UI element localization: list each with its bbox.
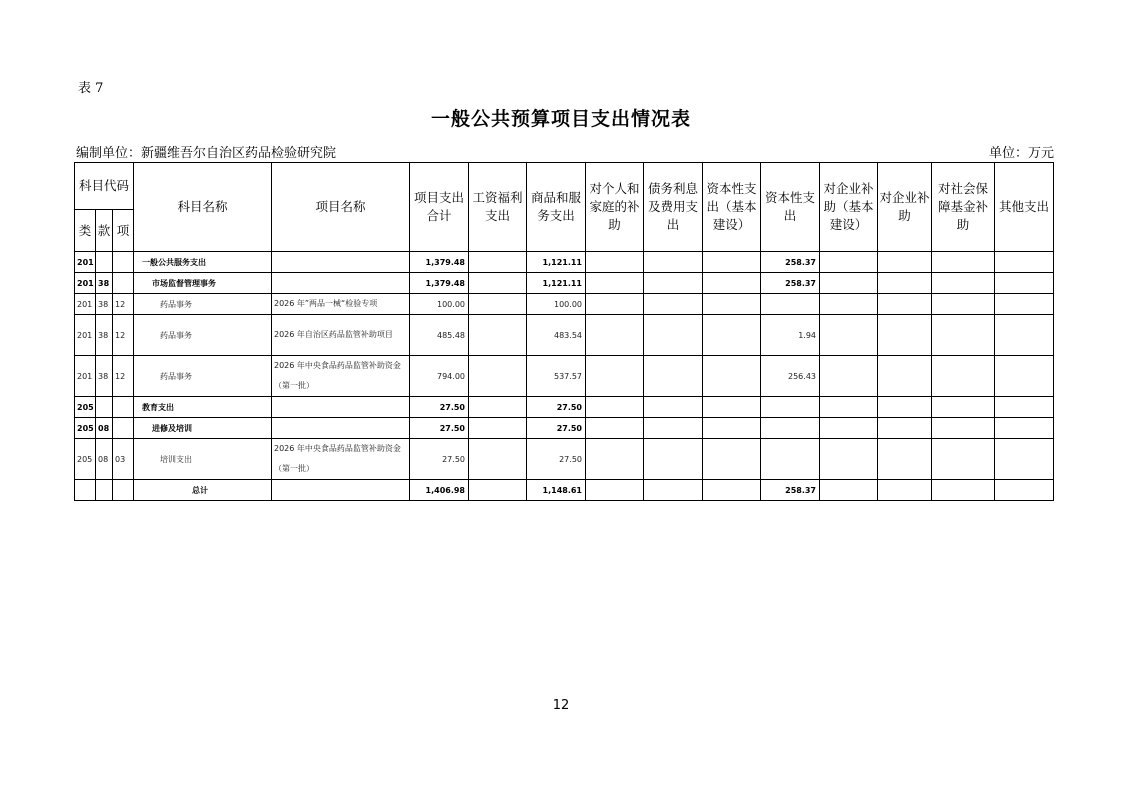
cell-subject: 教育支出 xyxy=(134,397,272,418)
cell-lei: 205 xyxy=(75,418,96,439)
organization-label: 编制单位：新疆维吾尔自治区药品检验研究院 xyxy=(76,146,337,161)
cell-project: 2026 年中央食品药品监管补助资金（第一批） xyxy=(272,439,410,480)
cell-project xyxy=(272,418,410,439)
cell-kuan: 08 xyxy=(96,418,113,439)
cell-project: 2026 年中央食品药品监管补助资金（第一批） xyxy=(272,356,410,397)
header-xiang: 项 xyxy=(113,210,134,252)
cell-enterprise-basic xyxy=(820,480,878,501)
page-number: 12 xyxy=(552,698,570,713)
table-tag: 表 7 xyxy=(78,81,104,96)
cell-social xyxy=(932,315,995,356)
cell-capital-basic xyxy=(703,273,761,294)
cell-capital xyxy=(761,397,820,418)
cell-capital xyxy=(761,294,820,315)
cell-goods: 27.50 xyxy=(527,418,586,439)
cell-social xyxy=(932,480,995,501)
cell-total: 485.48 xyxy=(410,315,469,356)
cell-goods: 1,148.61 xyxy=(527,480,586,501)
table-row xyxy=(75,315,1054,356)
cell-wages xyxy=(469,315,527,356)
cell-capital: 258.37 xyxy=(761,480,820,501)
cell-capital-basic xyxy=(703,418,761,439)
cell-wages xyxy=(469,439,527,480)
cell-xiang xyxy=(113,418,134,439)
cell-enterprise xyxy=(878,418,932,439)
cell-enterprise-basic xyxy=(820,397,878,418)
cell-total: 1,379.48 xyxy=(410,252,469,273)
cell-total: 794.00 xyxy=(410,356,469,397)
header-wages: 工资福利支出 xyxy=(469,163,527,252)
cell-project xyxy=(272,480,410,501)
cell-kuan xyxy=(96,397,113,418)
cell-other xyxy=(995,356,1054,397)
cell-other xyxy=(995,315,1054,356)
cell-enterprise xyxy=(878,273,932,294)
cell-goods: 27.50 xyxy=(527,397,586,418)
cell-enterprise xyxy=(878,439,932,480)
cell-enterprise-basic xyxy=(820,356,878,397)
cell-enterprise xyxy=(878,397,932,418)
cell-capital-basic xyxy=(703,356,761,397)
table-row xyxy=(75,418,1054,439)
cell-lei: 201 xyxy=(75,315,96,356)
cell-capital xyxy=(761,439,820,480)
cell-debt xyxy=(644,315,703,356)
cell-enterprise-basic xyxy=(820,315,878,356)
cell-enterprise xyxy=(878,480,932,501)
header-subject-name: 科目名称 xyxy=(134,163,272,252)
header-capital-basic: 资本性支出（基本建设） xyxy=(703,163,761,252)
cell-social xyxy=(932,418,995,439)
cell-personal xyxy=(586,294,644,315)
header-personal: 对个人和家庭的补助 xyxy=(586,163,644,252)
cell-subject: 培训支出 xyxy=(134,439,272,480)
cell-subject: 药品事务 xyxy=(134,294,272,315)
cell-subject: 一般公共服务支出 xyxy=(134,252,272,273)
cell-xiang xyxy=(113,273,134,294)
cell-enterprise xyxy=(878,294,932,315)
cell-enterprise-basic xyxy=(820,439,878,480)
page-title: 一般公共预算项目支出情况表 xyxy=(430,108,691,130)
cell-goods: 1,121.11 xyxy=(527,252,586,273)
cell-goods: 27.50 xyxy=(527,439,586,480)
cell-other xyxy=(995,252,1054,273)
cell-personal xyxy=(586,273,644,294)
cell-debt xyxy=(644,397,703,418)
budget-table xyxy=(74,162,1054,501)
cell-lei: 201 xyxy=(75,273,96,294)
cell-project xyxy=(272,397,410,418)
cell-subject: 市场监督管理事务 xyxy=(134,273,272,294)
cell-personal xyxy=(586,480,644,501)
cell-debt xyxy=(644,439,703,480)
table-row xyxy=(75,480,1054,501)
cell-project: 2026 年自治区药品监管补助项目 xyxy=(272,315,410,356)
cell-goods: 100.00 xyxy=(527,294,586,315)
cell-social xyxy=(932,397,995,418)
cell-other xyxy=(995,439,1054,480)
cell-kuan xyxy=(96,252,113,273)
cell-enterprise-basic xyxy=(820,418,878,439)
table-row xyxy=(75,439,1054,480)
header-enterprise-basic: 对企业补助（基本建设） xyxy=(820,163,878,252)
header-kuan: 款 xyxy=(96,210,113,252)
cell-total: 1,406.98 xyxy=(410,480,469,501)
cell-lei xyxy=(75,480,96,501)
cell-kuan: 38 xyxy=(96,294,113,315)
cell-personal xyxy=(586,252,644,273)
cell-personal xyxy=(586,356,644,397)
cell-project: 2026 年”两品一械“检验专项 xyxy=(272,294,410,315)
cell-capital-basic xyxy=(703,397,761,418)
cell-subject: 总计 xyxy=(134,480,272,501)
cell-social xyxy=(932,439,995,480)
cell-lei: 205 xyxy=(75,397,96,418)
cell-other xyxy=(995,397,1054,418)
cell-kuan xyxy=(96,480,113,501)
cell-project xyxy=(272,252,410,273)
cell-capital-basic xyxy=(703,294,761,315)
cell-wages xyxy=(469,294,527,315)
cell-social xyxy=(932,252,995,273)
table-row xyxy=(75,273,1054,294)
cell-personal xyxy=(586,439,644,480)
header-total: 项目支出合计 xyxy=(410,163,469,252)
cell-subject: 进修及培训 xyxy=(134,418,272,439)
cell-subject: 药品事务 xyxy=(134,356,272,397)
cell-capital: 1.94 xyxy=(761,315,820,356)
cell-goods: 1,121.11 xyxy=(527,273,586,294)
cell-capital-basic xyxy=(703,252,761,273)
cell-xiang: 12 xyxy=(113,294,134,315)
cell-social xyxy=(932,356,995,397)
cell-enterprise-basic xyxy=(820,252,878,273)
table-row xyxy=(75,252,1054,273)
cell-lei: 201 xyxy=(75,294,96,315)
cell-other xyxy=(995,418,1054,439)
cell-xiang: 12 xyxy=(113,315,134,356)
cell-personal xyxy=(586,397,644,418)
cell-xiang xyxy=(113,252,134,273)
cell-debt xyxy=(644,480,703,501)
cell-wages xyxy=(469,418,527,439)
cell-other xyxy=(995,273,1054,294)
cell-total: 27.50 xyxy=(410,439,469,480)
cell-other xyxy=(995,294,1054,315)
cell-xiang: 12 xyxy=(113,356,134,397)
cell-subject: 药品事务 xyxy=(134,315,272,356)
cell-kuan: 38 xyxy=(96,356,113,397)
cell-kuan: 38 xyxy=(96,315,113,356)
cell-enterprise-basic xyxy=(820,273,878,294)
cell-enterprise xyxy=(878,252,932,273)
cell-xiang: 03 xyxy=(113,439,134,480)
cell-personal xyxy=(586,315,644,356)
cell-debt xyxy=(644,273,703,294)
cell-goods: 483.54 xyxy=(527,315,586,356)
cell-enterprise xyxy=(878,356,932,397)
header-code-group: 科目代码 xyxy=(75,163,134,210)
table-row xyxy=(75,356,1054,397)
cell-project xyxy=(272,273,410,294)
cell-lei: 201 xyxy=(75,252,96,273)
cell-capital xyxy=(761,418,820,439)
cell-wages xyxy=(469,480,527,501)
cell-total: 1,379.48 xyxy=(410,273,469,294)
cell-wages xyxy=(469,356,527,397)
cell-total: 100.00 xyxy=(410,294,469,315)
header-other: 其他支出 xyxy=(995,163,1054,252)
cell-social xyxy=(932,294,995,315)
cell-lei: 205 xyxy=(75,439,96,480)
header-lei: 类 xyxy=(75,210,96,252)
header-enterprise: 对企业补助 xyxy=(878,163,932,252)
cell-enterprise xyxy=(878,315,932,356)
cell-kuan: 38 xyxy=(96,273,113,294)
cell-capital: 256.43 xyxy=(761,356,820,397)
cell-debt xyxy=(644,294,703,315)
cell-enterprise-basic xyxy=(820,294,878,315)
cell-capital: 258.37 xyxy=(761,273,820,294)
table-row xyxy=(75,294,1054,315)
cell-debt xyxy=(644,418,703,439)
cell-debt xyxy=(644,252,703,273)
cell-xiang xyxy=(113,397,134,418)
cell-other xyxy=(995,480,1054,501)
cell-wages xyxy=(469,397,527,418)
unit-label: 单位：万元 xyxy=(988,146,1054,161)
header-capital: 资本性支出 xyxy=(761,163,820,252)
cell-lei: 201 xyxy=(75,356,96,397)
header-debt: 债务利息及费用支出 xyxy=(644,163,703,252)
cell-xiang xyxy=(113,480,134,501)
cell-debt xyxy=(644,356,703,397)
cell-wages xyxy=(469,273,527,294)
cell-capital-basic xyxy=(703,315,761,356)
cell-capital-basic xyxy=(703,439,761,480)
cell-kuan: 08 xyxy=(96,439,113,480)
cell-goods: 537.57 xyxy=(527,356,586,397)
header-social: 对社会保障基金补助 xyxy=(932,163,995,252)
cell-wages xyxy=(469,252,527,273)
cell-personal xyxy=(586,418,644,439)
cell-total: 27.50 xyxy=(410,418,469,439)
cell-total: 27.50 xyxy=(410,397,469,418)
cell-capital-basic xyxy=(703,480,761,501)
table-body xyxy=(75,252,1054,501)
cell-capital: 258.37 xyxy=(761,252,820,273)
cell-social xyxy=(932,273,995,294)
header-goods: 商品和服务支出 xyxy=(527,163,586,252)
header-project-name: 项目名称 xyxy=(272,163,410,252)
table-row xyxy=(75,397,1054,418)
